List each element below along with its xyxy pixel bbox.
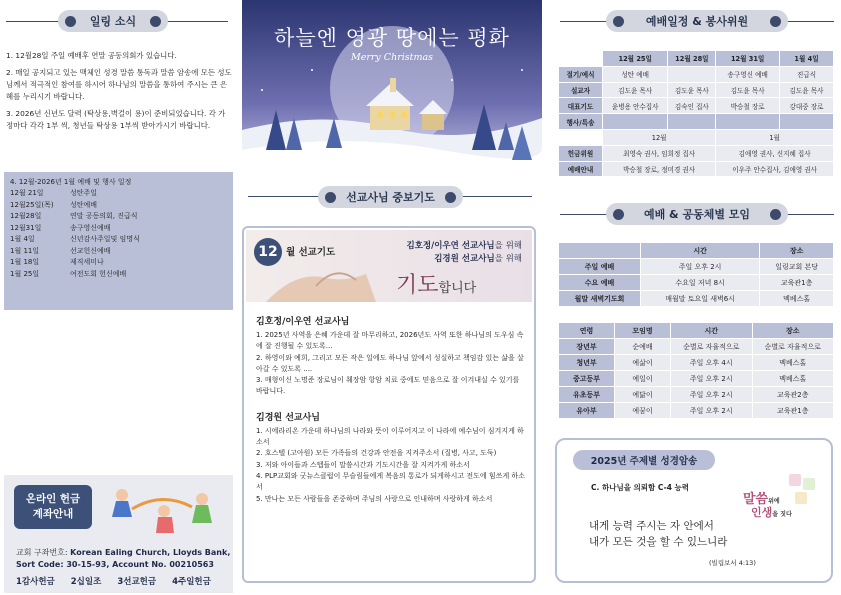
- memory-verse-reference: (빌립보서 4:13): [709, 559, 756, 567]
- banner-title: 하늘엔 영광 땅에는 평화: [274, 26, 510, 50]
- worship-table: [558, 242, 834, 307]
- memory-verse-text: 내게 능력 주시는 자 안에서 내가 모든 것을 할 수 있느니라: [589, 520, 728, 548]
- news-item: 1. 12월28일 주일 예배후 연말 공동의회가 있습니다.: [6, 51, 177, 60]
- worship-row: 주일 예배 주일 오후 2시 일링교회 본당: [559, 259, 834, 275]
- mission-header: [246, 230, 532, 302]
- donation-info: 교회 구좌번호: Korean Ealing Church, Lloyds Bank, Sort Code: 30-15-93, Account No. 00210563: [16, 548, 231, 569]
- missionary-name: 김경원 선교사님: [256, 412, 320, 423]
- month-label: 월 선교기도: [286, 247, 336, 258]
- banner-subtitle: Merry Christmas: [350, 52, 434, 63]
- meetings-title: 예배 & 공동체별 모임: [606, 203, 788, 225]
- prayer-item: 2. 하영이와 예희, 그리고 모든 작은 일에도 하나님 앞에서 성실하고 책임감 있는 삶을 살아갈 수 있도록 ....: [256, 353, 524, 373]
- donation-code: 3선교헌금: [117, 577, 157, 587]
- missionary-name: 김호정/이우연 선교사님: [256, 317, 350, 327]
- mission-body: [256, 310, 526, 505]
- services-row: 설교자 김도윤 목사 김도윤 목사 김도윤 목사 김도윤 목사: [559, 82, 834, 98]
- services-month-row: 12월 1월: [559, 129, 834, 145]
- christmas-banner: [242, 0, 542, 173]
- group-row: 유초등부 예닮이 주일 오후 2시 교육관2층: [559, 387, 834, 403]
- news-item: 2. 매일 공지되고 있는 맥체인 성경 말씀 통독과 말씀 암송에 모든 성도님께서 적극적인 참여를 하시어 하나님의 말씀을 통하여 주시는 큰 은혜를 누리시기 바랍니다.: [6, 68, 232, 101]
- memory-verse-panel: [555, 438, 833, 583]
- prayer-item: 1. 시에라리온 가운데 하나님의 나라와 뜻이 이루어지고 이 나라에 예수님이 심겨지게 하소서: [256, 426, 524, 447]
- services-row: 대표기도 윤병용 안수집사 김숙인 집사 박승철 장로 강대중 장로: [559, 98, 834, 114]
- donation-code: 2십일조: [70, 577, 102, 587]
- prayer-item: 3. 저와 아이들과 스텝들이 말씀시간과 기도시간을 잘 지켜가게 하소서: [256, 460, 470, 469]
- mission-section-title: 선교사님 중보기도: [318, 186, 463, 208]
- prayer-item: 4. PLP교회와 굿뉴스클럽이 무슬림들에게 복음의 통로가 되게하시고 전도에 힘쓰게 하소서: [256, 471, 525, 492]
- worship-header-row: 시간 장소: [559, 243, 834, 259]
- group-row: 장년부 순예배 순별로 자율적으로 순별로 자율적으로: [559, 339, 834, 355]
- services-row: 헌금위원 최영숙 권사, 임희정 집사 김애영 권사, 신지혜 집사: [559, 145, 834, 161]
- word-life-artwork: 말씀위에 인생을 짓다: [743, 470, 823, 520]
- group-row: 청년부 예삶이 주일 오후 4시 멕베스홀: [559, 355, 834, 371]
- prayer-item: 2. 호스텔 (고아원) 모든 가족들의 건강과 안전을 지켜주소서 (질병, 사고, 도둑): [256, 449, 497, 458]
- children-illustration-icon: [102, 481, 227, 541]
- schedule-row: 1월 4일 신년감사주일및 임명식: [10, 235, 140, 243]
- schedule-row: 12월31일 송구영신예배: [10, 223, 111, 232]
- schedule-box: [4, 172, 233, 310]
- donation-title: 온라인 헌금 계좌안내: [14, 485, 92, 529]
- schedule-row: 1월 25일 여전도회 헌신예배: [10, 269, 127, 278]
- schedule-row: 1월 11일 선교헌신예배: [10, 246, 111, 255]
- donation-panel: [4, 475, 233, 593]
- schedule-row: 1월 18일 제직세미나: [10, 258, 104, 266]
- prayer-item: 3. 매형이신 노명준 장로님이 췌장암 항암 치료 중에도 믿음으로 잘 이겨내실 수 있기를 바랍니다.: [256, 376, 520, 396]
- memory-verse-topic: C. 하나님을 의뢰함 C-4 능력: [591, 483, 690, 492]
- services-row: 절기/예식 성탄 예배 송구영신 예배 진급식: [559, 66, 834, 82]
- prayer-word: 기도합니다: [396, 273, 477, 298]
- services-row: 행사/특송: [559, 114, 834, 130]
- schedule-title: 4. 12월-2026년 1월 예배 및 행사 일정: [10, 178, 132, 186]
- news-title: 일링 소식: [58, 10, 168, 32]
- schedule-row: 12월28일 연말 공동의회, 진급식: [10, 212, 138, 220]
- group-row: 유아부 예꿈이 주일 오후 2시 교육관1층: [559, 403, 834, 419]
- month-badge: 12: [254, 238, 282, 266]
- prayer-item: 5. 만나는 모든 사람들을 존중하며 주님의 사랑으로 인내하며 사랑하게 하소서: [256, 494, 493, 503]
- pray-for-list: 김호정/이우연 선교사님을 위해 김경원 선교사님을 위해: [406, 241, 522, 264]
- groups-table: [558, 322, 834, 419]
- schedule-row: 12월25일(목) 성탄예배: [10, 200, 98, 209]
- schedule-row: 12월 21일 성탄주일: [10, 189, 98, 197]
- group-row: 중고등부 예일이 주일 오후 2시 멕베스홀: [559, 371, 834, 387]
- worship-row: 수요 예배 수요일 저녁 8시 교육관1층: [559, 275, 834, 291]
- news-item: 3. 2026년 신년도 달력 (탁상용,벽걸이 용)이 준비되었습니다. 각 가정마다 각각 1부 씩, 청년들 탁상용 1부씩 받아가시기 바랍니다.: [6, 109, 226, 130]
- groups-header-row: 연령 모임명 시간 장소: [559, 323, 834, 339]
- donation-codes: [16, 575, 211, 587]
- prayer-item: 1. 2025년 사역을 은혜 가운데 잘 마무리하고, 2026년도 사역 또한 하나님의 도우심 속에 잘 진행될 수 있도록...: [256, 331, 524, 351]
- services-title: 예배일정 & 봉사위원: [606, 10, 788, 32]
- services-table: [558, 50, 834, 177]
- mission-panel: [242, 226, 536, 583]
- donation-code: 4주일헌금: [172, 577, 211, 587]
- memory-verse-title: 2025년 주제별 성경암송: [573, 450, 715, 470]
- news-list: [6, 50, 232, 137]
- worship-row: 월말 새벽기도회 매월말 토요일 새벽6시 멕베스홀: [559, 291, 834, 307]
- services-row: 예배안내 박승철 장로, 정미경 권사 이우주 안수집사, 김애영 권사: [559, 161, 834, 177]
- services-header-row: 12월 25일 12월 28일 12월 31일 1월 4일: [559, 51, 834, 67]
- donation-code: 1감사헌금: [16, 577, 55, 587]
